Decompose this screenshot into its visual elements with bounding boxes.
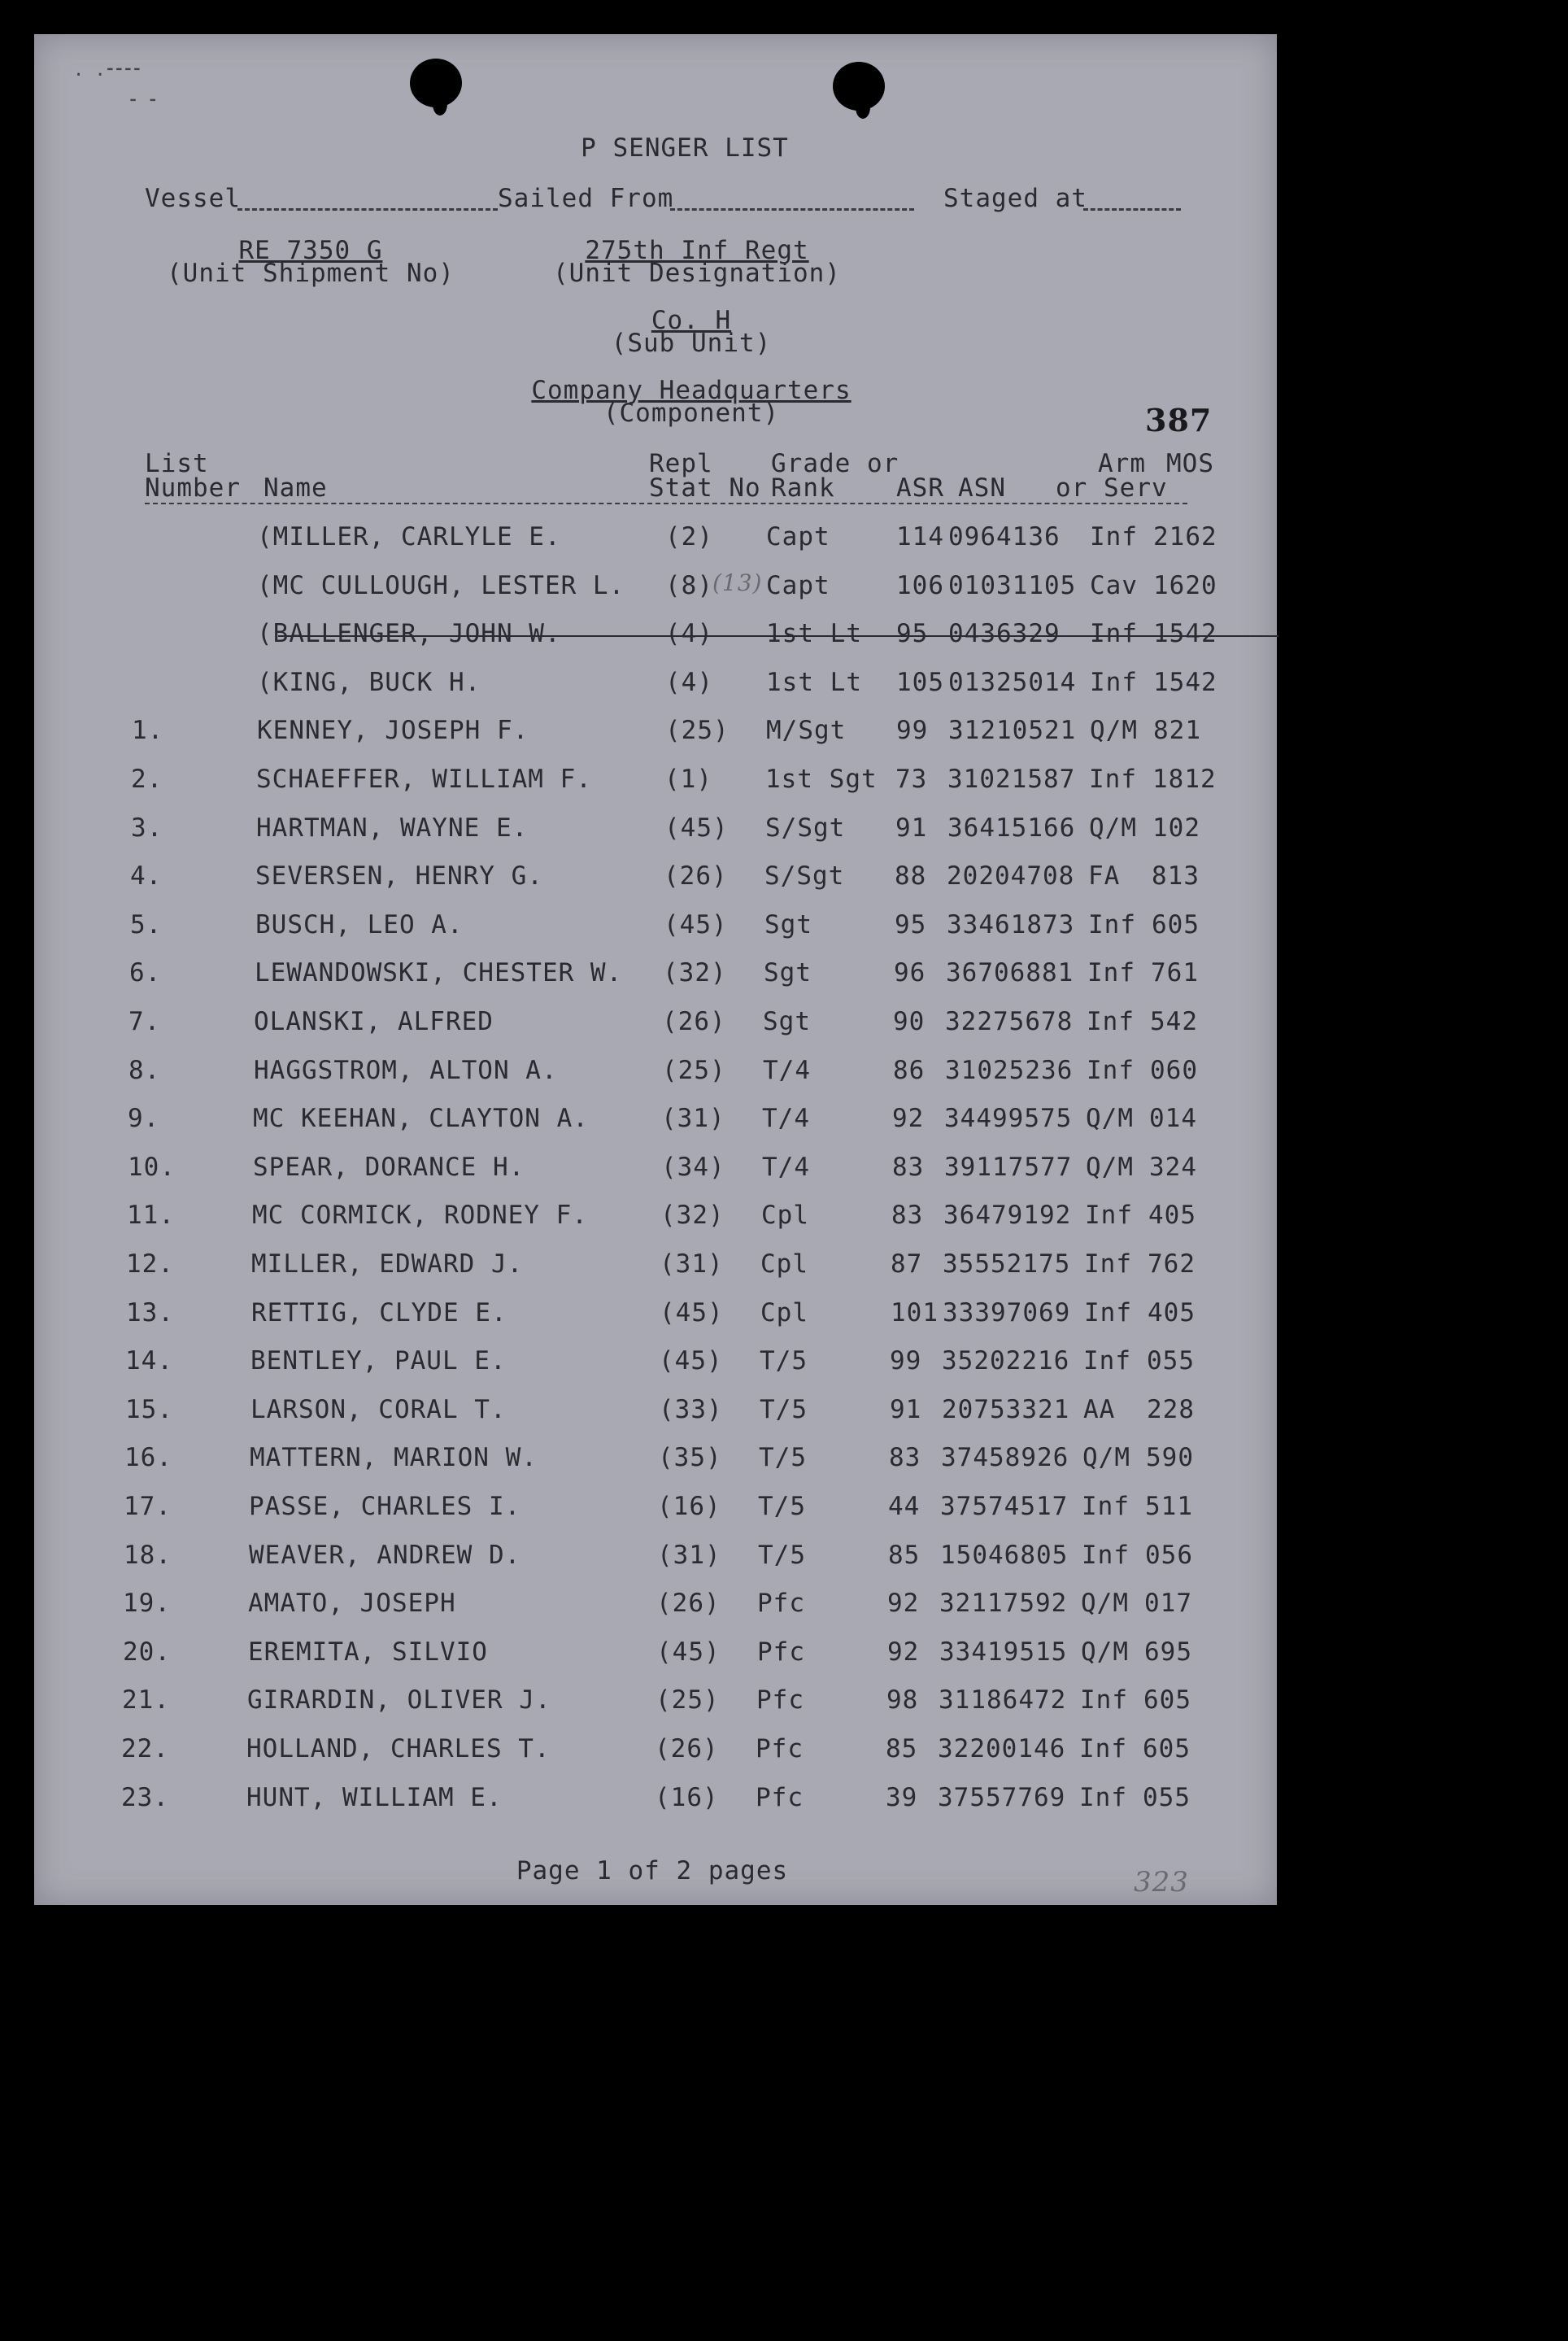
army-serial-number: 31021587: [947, 765, 1076, 794]
arm-or-service: Inf: [1079, 1734, 1127, 1763]
mos-code: 017: [1144, 1589, 1192, 1619]
component: Company Headquarters: [531, 376, 852, 405]
row-number: 5.: [130, 909, 163, 939]
repl-stat-no: (26): [662, 1007, 726, 1036]
passenger-name: WEAVER, ANDREW D.: [249, 1540, 521, 1570]
arm-or-service: Inf: [1090, 619, 1138, 649]
grade-rank: T/5: [760, 1394, 808, 1424]
asr-score: 83: [892, 1152, 925, 1182]
army-serial-number: 35552175: [943, 1249, 1071, 1279]
mos-code: 605: [1143, 1734, 1191, 1763]
mos-code: 605: [1152, 909, 1200, 939]
arm-or-service: Inf: [1090, 522, 1138, 551]
mos-code: 1620: [1153, 570, 1217, 600]
passenger-name: MILLER, EDWARD J.: [251, 1249, 524, 1279]
row-number: 17.: [124, 1492, 172, 1521]
col-mos: MOS: [1166, 449, 1214, 478]
repl-stat-no: (26): [656, 1589, 721, 1619]
component-caption: (Component): [603, 399, 780, 428]
col-arm-2: or Serv: [1056, 473, 1168, 503]
repl-stat-no: (31): [657, 1540, 721, 1570]
army-serial-number: 15046805: [940, 1540, 1069, 1570]
asr-score: 95: [895, 909, 927, 939]
grade-rank: Cpl: [760, 1297, 808, 1327]
col-repl-1: Repl: [649, 449, 713, 478]
arm-or-service: Inf: [1082, 1540, 1130, 1570]
passenger-name: (BALLENGER, JOHN W.: [257, 619, 561, 649]
repl-stat-no: (25): [662, 1055, 726, 1085]
passenger-name: KENNEY, JOSEPH F.: [257, 716, 529, 746]
pencil-annotation: (13): [712, 569, 763, 596]
grade-rank: Cpl: [761, 1201, 809, 1231]
passenger-name: HUNT, WILLIAM E.: [246, 1782, 503, 1812]
grade-rank: T/4: [763, 1055, 811, 1085]
grade-rank: T/5: [760, 1346, 808, 1376]
army-serial-number: 32275678: [945, 1007, 1074, 1036]
page-indicator: Page 1 of 2 pages: [516, 1856, 789, 1885]
passenger-name: PASSE, CHARLES I.: [249, 1492, 521, 1521]
grade-rank: 1st Sgt: [765, 765, 878, 794]
asr-score: 91: [895, 813, 928, 843]
grade-rank: T/5: [758, 1492, 806, 1521]
passenger-name: AMATO, JOSEPH: [248, 1589, 456, 1619]
repl-stat-no: (1): [664, 765, 712, 794]
header-underline: [145, 503, 1187, 504]
asr-score: 96: [894, 958, 926, 988]
army-serial-number: 36479192: [943, 1201, 1072, 1231]
passenger-name: MC KEEHAN, CLAYTON A.: [253, 1104, 589, 1134]
mos-code: 055: [1143, 1782, 1191, 1812]
row-number: 18.: [124, 1540, 172, 1570]
army-serial-number: 01325014: [948, 667, 1077, 697]
punch-hole-right: [833, 62, 885, 111]
vessel-label: Vessel: [145, 184, 241, 213]
asr-score: 83: [891, 1201, 924, 1231]
asr-score: 88: [895, 861, 927, 891]
grade-rank: Pfc: [757, 1589, 805, 1619]
arm-or-service: Q/M: [1081, 1589, 1129, 1619]
grade-rank: S/Sgt: [764, 861, 845, 891]
repl-stat-no: (45): [660, 1297, 724, 1327]
passenger-name: SEVERSEN, HENRY G.: [255, 861, 543, 891]
army-serial-number: 33397069: [943, 1297, 1071, 1327]
row-number: 8.: [128, 1055, 161, 1085]
asr-score: 90: [893, 1007, 926, 1036]
mos-code: 060: [1150, 1055, 1198, 1085]
grade-rank: S/Sgt: [765, 813, 846, 843]
mos-code: 695: [1144, 1637, 1192, 1667]
repl-stat-no: (26): [664, 861, 728, 891]
col-asn: ASN: [958, 473, 1006, 503]
stamp-number: 387: [1145, 402, 1213, 438]
repl-stat-no: (45): [656, 1637, 721, 1667]
arm-or-service: Q/M: [1086, 1104, 1134, 1134]
grade-rank: 1st Lt: [766, 667, 862, 697]
arm-or-service: Q/M: [1089, 813, 1137, 843]
repl-stat-no: (4): [665, 667, 713, 697]
passenger-name: HOLLAND, CHARLES T.: [246, 1734, 551, 1763]
repl-stat-no: (16): [655, 1782, 719, 1812]
arm-or-service: Inf: [1084, 1297, 1132, 1327]
passenger-name: GIRARDIN, OLIVER J.: [247, 1685, 551, 1715]
asr-score: 105: [896, 667, 944, 697]
passenger-name: MATTERN, MARION W.: [250, 1443, 538, 1473]
army-serial-number: 39117577: [944, 1152, 1073, 1182]
asr-score: 99: [890, 1346, 922, 1376]
repl-stat-no: (8): [665, 570, 713, 600]
mos-code: 2162: [1153, 522, 1217, 551]
unit-shipment-caption: (Unit Shipment No): [167, 259, 455, 288]
row-number: 12.: [126, 1249, 174, 1279]
grade-rank: 1st Lt: [766, 619, 862, 649]
grade-rank: Sgt: [763, 1007, 811, 1036]
repl-stat-no: (4): [665, 619, 713, 649]
sub-unit: Co. H: [651, 306, 732, 335]
sailed-from-blank: [670, 208, 914, 211]
repl-stat-no: (25): [656, 1685, 720, 1715]
arm-or-service: Inf: [1088, 909, 1136, 939]
arm-or-service: Inf: [1079, 1782, 1127, 1812]
passenger-name: OLANSKI, ALFRED: [254, 1007, 494, 1036]
mos-code: 590: [1146, 1443, 1194, 1473]
row-number: 23.: [121, 1782, 169, 1812]
army-serial-number: 20753321: [942, 1394, 1070, 1424]
passenger-name: EREMITA, SILVIO: [248, 1637, 488, 1667]
passenger-name: HAGGSTROM, ALTON A.: [254, 1055, 558, 1085]
mos-code: 762: [1148, 1249, 1196, 1279]
arm-or-service: Q/M: [1086, 1152, 1134, 1182]
passenger-name: LEWANDOWSKI, CHESTER W.: [255, 958, 623, 988]
passenger-name: BENTLEY, PAUL E.: [250, 1346, 507, 1376]
grade-rank: T/4: [762, 1104, 810, 1134]
grade-rank: Sgt: [764, 909, 812, 939]
asr-score: 99: [896, 716, 929, 746]
grade-rank: T/5: [758, 1540, 806, 1570]
repl-stat-no: (45): [664, 909, 728, 939]
col-repl-2: Stat No: [649, 473, 761, 503]
col-grade-2: Rank: [771, 473, 835, 503]
asr-score: 44: [888, 1492, 921, 1521]
row-number: 20.: [123, 1637, 171, 1667]
army-serial-number: 20204708: [947, 861, 1075, 891]
row-number: 11.: [127, 1201, 175, 1231]
asr-score: 85: [888, 1540, 921, 1570]
repl-stat-no: (35): [658, 1443, 722, 1473]
mos-code: 1812: [1152, 765, 1217, 794]
grade-rank: Capt: [766, 522, 830, 551]
mos-code: 014: [1149, 1104, 1197, 1134]
army-serial-number: 37458926: [941, 1443, 1069, 1473]
passenger-name: (MC CULLOUGH, LESTER L.: [257, 570, 625, 600]
army-serial-number: 31025236: [945, 1055, 1074, 1085]
asr-score: 92: [892, 1104, 925, 1134]
asr-score: 92: [887, 1637, 920, 1667]
mos-code: 813: [1152, 861, 1200, 891]
arm-or-service: FA: [1088, 861, 1121, 891]
arm-or-service: Inf: [1087, 1055, 1135, 1085]
grade-rank: Pfc: [756, 1685, 804, 1715]
mos-code: 605: [1143, 1685, 1191, 1715]
punch-hole-left: [410, 59, 462, 107]
vessel-blank: [237, 208, 498, 211]
repl-stat-no: (32): [663, 958, 727, 988]
staged-at-label: Staged at: [943, 184, 1087, 213]
row-number: 22.: [121, 1734, 169, 1763]
repl-stat-no: (34): [661, 1152, 725, 1182]
repl-stat-no: (33): [659, 1394, 723, 1424]
army-serial-number: 37557769: [938, 1782, 1066, 1812]
arm-or-service: Inf: [1085, 1201, 1133, 1231]
mos-code: 056: [1145, 1540, 1193, 1570]
mos-code: 102: [1152, 813, 1200, 843]
mos-code: 405: [1148, 1201, 1196, 1231]
grade-rank: Capt: [766, 570, 830, 600]
asr-score: 86: [893, 1055, 926, 1085]
mos-code: 1542: [1153, 619, 1217, 649]
col-asr: ASR: [896, 473, 944, 503]
corner-marks: . .⁃⁃⁃⁃: [73, 60, 142, 81]
mos-code: 324: [1149, 1152, 1197, 1182]
grade-rank: Pfc: [756, 1734, 804, 1763]
row-number: 14.: [125, 1346, 173, 1376]
grade-rank: T/4: [762, 1152, 810, 1182]
asr-score: 92: [887, 1589, 920, 1619]
asr-score: 83: [889, 1443, 921, 1473]
row-number: 3.: [131, 813, 163, 843]
grade-rank: T/5: [759, 1443, 807, 1473]
army-serial-number: 34499575: [944, 1104, 1073, 1134]
row-number: 1.: [132, 716, 164, 746]
mos-code: 055: [1147, 1346, 1195, 1376]
row-number: 19.: [123, 1589, 171, 1619]
mos-code: 228: [1147, 1394, 1195, 1424]
army-serial-number: 31210521: [948, 716, 1077, 746]
passenger-name: (KING, BUCK H.: [257, 667, 481, 697]
mos-code: 821: [1153, 716, 1201, 746]
corner-marks-2: ⁃ ⁃: [128, 91, 158, 111]
grade-rank: Sgt: [764, 958, 812, 988]
asr-score: 98: [886, 1685, 919, 1715]
row-number: 10.: [128, 1152, 176, 1182]
passenger-name: BUSCH, LEO A.: [255, 909, 464, 939]
arm-or-service: Q/M: [1082, 1443, 1130, 1473]
arm-or-service: Inf: [1080, 1685, 1128, 1715]
passenger-name: RETTIG, CLYDE E.: [251, 1297, 507, 1327]
repl-stat-no: (26): [655, 1734, 719, 1763]
row-number: 4.: [130, 861, 163, 891]
arm-or-service: Inf: [1084, 1249, 1132, 1279]
col-grade-1: Grade or: [771, 449, 899, 478]
arm-or-service: Inf: [1090, 667, 1138, 697]
grade-rank: Cpl: [760, 1249, 808, 1279]
passenger-name: SCHAEFFER, WILLIAM F.: [256, 765, 592, 794]
grade-rank: M/Sgt: [766, 716, 847, 746]
mos-code: 542: [1150, 1007, 1198, 1036]
army-serial-number: 31186472: [939, 1685, 1067, 1715]
arm-or-service: Q/M: [1090, 716, 1138, 746]
col-name: Name: [264, 473, 328, 503]
asr-score: 39: [886, 1782, 918, 1812]
asr-score: 87: [891, 1249, 923, 1279]
arm-or-service: Inf: [1089, 765, 1137, 794]
row-number: 2.: [131, 765, 163, 794]
unit-shipment-no: RE 7350 G: [238, 236, 383, 265]
grade-rank: Pfc: [757, 1637, 805, 1667]
army-serial-number: 0964136: [948, 522, 1061, 551]
asr-score: 101: [891, 1297, 939, 1327]
repl-stat-no: (32): [660, 1201, 725, 1231]
arm-or-service: Q/M: [1081, 1637, 1129, 1667]
row-number: 13.: [126, 1297, 174, 1327]
asr-score: 73: [895, 765, 928, 794]
army-serial-number: 32200146: [938, 1734, 1066, 1763]
asr-score: 85: [886, 1734, 918, 1763]
army-serial-number: 36415166: [947, 813, 1076, 843]
repl-stat-no: (45): [664, 813, 729, 843]
row-number: 15.: [125, 1394, 173, 1424]
army-serial-number: 37574517: [940, 1492, 1069, 1521]
passenger-name: (MILLER, CARLYLE E.: [257, 522, 561, 551]
army-serial-number: 32117592: [939, 1589, 1068, 1619]
col-list-number-1: List: [145, 449, 209, 478]
row-number: 6.: [129, 958, 162, 988]
unit-designation: 275th Inf Regt: [585, 236, 809, 265]
arm-or-service: Inf: [1087, 958, 1135, 988]
asr-score: 106: [896, 570, 944, 600]
repl-stat-no: (31): [660, 1249, 724, 1279]
passenger-name: MC CORMICK, RODNEY F.: [252, 1201, 588, 1231]
passenger-name: SPEAR, DORANCE H.: [253, 1152, 525, 1182]
sub-unit-caption: (Sub Unit): [611, 329, 772, 358]
pencil-page-number: 323: [1134, 1866, 1189, 1899]
repl-stat-no: (25): [665, 716, 730, 746]
strike-through-line: [278, 635, 1278, 637]
grade-rank: Pfc: [756, 1782, 804, 1812]
repl-stat-no: (45): [659, 1346, 723, 1376]
sailed-from-label: Sailed From: [498, 184, 674, 213]
army-serial-number: 33461873: [947, 909, 1075, 939]
repl-stat-no: (31): [661, 1104, 725, 1134]
arm-or-service: Inf: [1082, 1492, 1130, 1521]
asr-score: 95: [896, 619, 929, 649]
row-number: 16.: [124, 1443, 172, 1473]
passenger-name: LARSON, CORAL T.: [250, 1394, 507, 1424]
army-serial-number: 36706881: [946, 958, 1074, 988]
row-number: 21.: [122, 1685, 170, 1715]
army-serial-number: 35202216: [942, 1346, 1070, 1376]
asr-score: 114: [896, 522, 944, 551]
arm-or-service: AA: [1083, 1394, 1116, 1424]
mos-code: 1542: [1153, 667, 1217, 697]
row-number: 9.: [128, 1104, 160, 1134]
mos-code: 405: [1148, 1297, 1196, 1327]
document-page: [34, 34, 1277, 1905]
staged-at-blank: [1083, 208, 1181, 211]
arm-or-service: Inf: [1087, 1007, 1135, 1036]
army-serial-number: 01031105: [948, 570, 1077, 600]
document-title: P SENGER LIST: [581, 133, 789, 163]
asr-score: 91: [890, 1394, 922, 1424]
mos-code: 761: [1151, 958, 1199, 988]
col-arm-1: Arm: [1098, 449, 1146, 478]
passenger-name: HARTMAN, WAYNE E.: [256, 813, 529, 843]
repl-stat-no: (16): [657, 1492, 721, 1521]
repl-stat-no: (2): [665, 522, 713, 551]
army-serial-number: 33419515: [939, 1637, 1068, 1667]
army-serial-number: 0436329: [948, 619, 1061, 649]
arm-or-service: Inf: [1083, 1346, 1131, 1376]
col-list-number-2: Number: [145, 473, 241, 503]
unit-designation-caption: (Unit Designation): [553, 259, 841, 288]
row-number: 7.: [128, 1007, 161, 1036]
arm-or-service: Cav: [1090, 570, 1138, 600]
mos-code: 511: [1145, 1492, 1193, 1521]
